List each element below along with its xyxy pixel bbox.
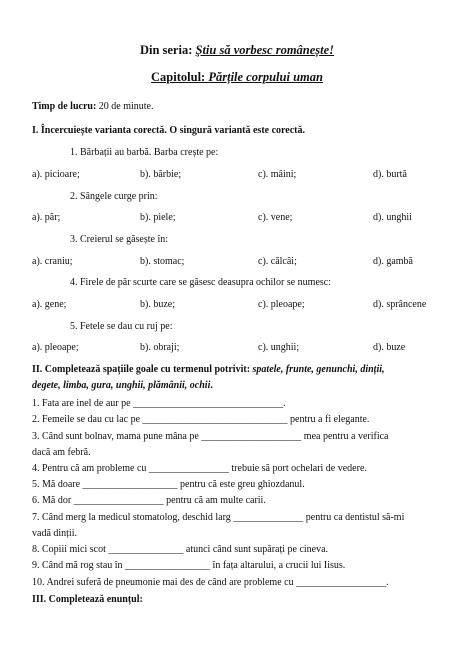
section2-terms-line — [32, 380, 213, 391]
fill-item-3[interactable]: 3. Când sunt bolnav, mama pune mâna pe ____________________ mea pentru a verifica — [32, 431, 389, 442]
fill-item-9[interactable]: 9. Când mă rog stau în _________________ în fața altarului, a crucii lui Iisus. — [32, 560, 346, 571]
fill-item-8[interactable]: 8. Copiii mici scot _______________ atunci când sunt supărați pe cineva. — [32, 544, 329, 555]
q4-option-b[interactable]: b). buze; — [140, 299, 175, 310]
q4-option-c[interactable]: c). pleoape; — [258, 299, 305, 310]
fill-item-6[interactable]: 6. Mă dor __________________ pentru că am multe carii. — [32, 495, 266, 506]
section1-title: I. Încercuiește varianta corectă. O singură variantă este corectă. — [32, 125, 305, 136]
fill-item-5[interactable]: 5. Mă doare ___________________ pentru că este greu ghiozdanul. — [32, 479, 305, 490]
q1-option-b[interactable]: b). bărbie; — [140, 169, 182, 180]
section2-title — [32, 364, 385, 375]
section2-terms-end: . — [210, 380, 213, 391]
q4-option-d[interactable]: d). sprâncene — [373, 299, 427, 310]
q1-option-d[interactable]: d). burtă — [373, 169, 407, 180]
q1-option-c[interactable]: c). mâini; — [258, 169, 297, 180]
q3-option-c[interactable]: c). călcâi; — [258, 256, 297, 267]
q3-option-d[interactable]: d). gambă — [373, 256, 413, 267]
q2-option-b[interactable]: b). piele; — [140, 212, 176, 223]
fill-item-1[interactable]: 1. Fata are inel de aur pe ______________________________. — [32, 398, 286, 409]
fill-item-7[interactable]: 7. Când merg la medicul stomatolog, deschid larg ______________ pentru ca dentistul să-mi — [32, 512, 405, 523]
chapter-prefix: Capitolul: — [151, 70, 209, 84]
q3-option-a[interactable]: a). craniu; — [32, 256, 73, 267]
series-prefix: Din seria: — [139, 43, 196, 57]
q5-option-a[interactable]: a). pleoape; — [32, 342, 79, 353]
fill-item-3-cont: dacă am febră. — [32, 447, 91, 458]
work-time-label: Timp de lucru: — [32, 101, 97, 112]
q2-option-a[interactable]: a). păr; — [32, 212, 61, 223]
question-2: 2. Sângele curge prin: — [70, 191, 158, 202]
question-3: 3. Creierul se găsește în: — [70, 234, 169, 245]
question-5: 5. Fetele se dau cu ruj pe: — [70, 321, 173, 332]
series-heading — [0, 43, 474, 58]
work-time-value: 20 de minute. — [96, 101, 154, 112]
q2-option-d[interactable]: d). unghii — [373, 212, 412, 223]
fill-item-4[interactable]: 4. Pentru că am probleme cu ________________ trebuie să port ochelari de vedere. — [32, 463, 367, 474]
chapter-title: Părțile corpului uman — [208, 70, 323, 84]
series-title: Știu să vorbesc românește! — [195, 43, 335, 57]
question-1: 1. Bărbații au barbă. Barba crește pe: — [70, 147, 219, 158]
q5-option-b[interactable]: b). obraji; — [140, 342, 180, 353]
section3-title: III. Completează enunțul: — [32, 594, 143, 605]
chapter-heading — [0, 70, 474, 85]
fill-item-10[interactable]: 10. Andrei suferă de pneumonie mai des de când are probleme cu __________________. — [32, 577, 389, 588]
q5-option-d[interactable]: d). buze — [373, 342, 406, 353]
section2-title-text: II. Completează spațiile goale cu termenul potrivit: — [32, 364, 253, 375]
q5-option-c[interactable]: c). unghii; — [258, 342, 300, 353]
section2-terms-1: spatele, frunte, genunchi, dinții, — [252, 364, 385, 375]
fill-item-7-cont: vadă dinții. — [32, 528, 77, 539]
q1-option-a[interactable]: a). picioare; — [32, 169, 80, 180]
fill-item-2[interactable]: 2. Femeile se dau cu lac pe _____________________________ pentru a fi elegante. — [32, 414, 370, 425]
q2-option-c[interactable]: c). vene; — [258, 212, 293, 223]
section2-terms-2: degete, limba, gura, unghii, plămânii, ochii — [32, 380, 211, 391]
q4-option-a[interactable]: a). gene; — [32, 299, 67, 310]
question-4: 4. Firele de păr scurte care se găsesc deasupra ochilor se numesc: — [70, 277, 332, 288]
q3-option-b[interactable]: b). stomac; — [140, 256, 185, 267]
work-time — [32, 101, 154, 112]
